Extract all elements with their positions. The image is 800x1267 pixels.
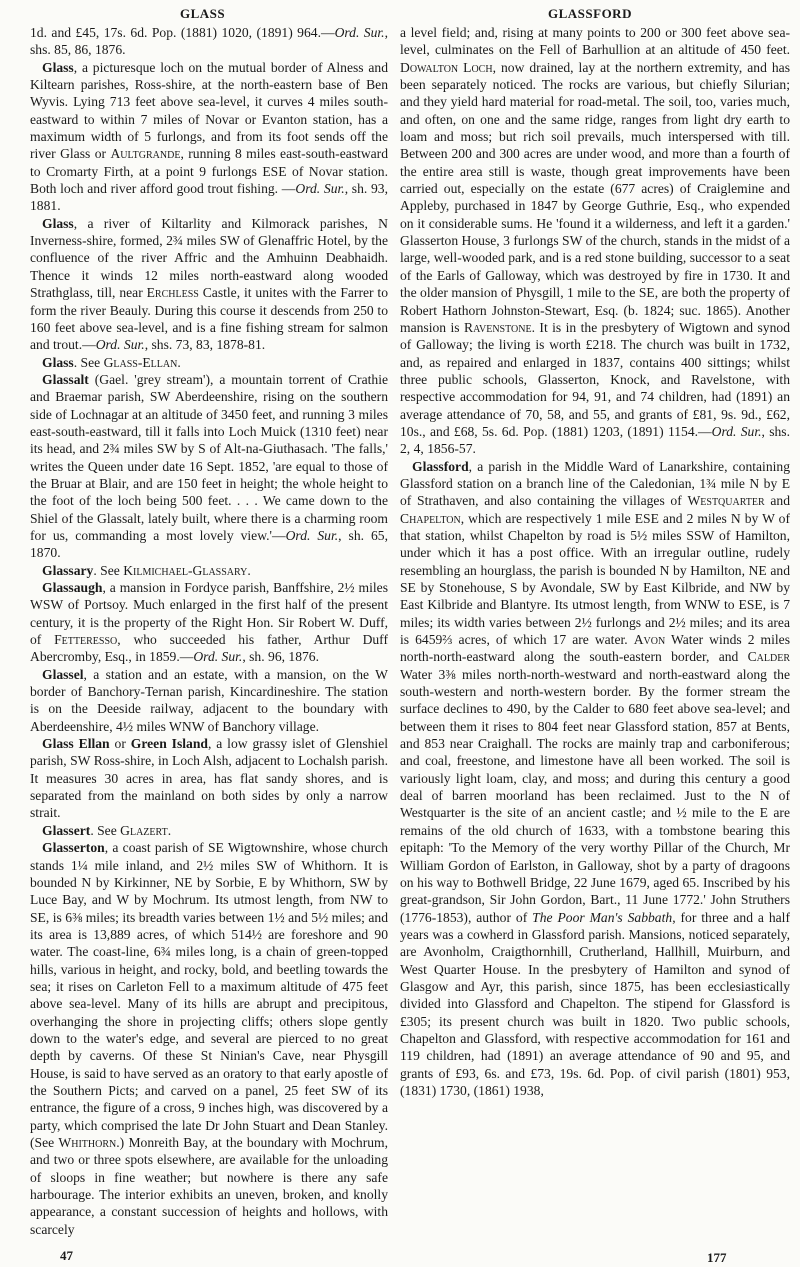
small-caps-reference: Whithorn bbox=[58, 1135, 117, 1150]
gazetteer-entry bbox=[400, 24, 790, 458]
gazetteer-entry bbox=[30, 666, 388, 735]
gazetteer-entry bbox=[400, 458, 790, 1100]
entry-text: , a parish in the Middle Ward of Lanarkshire, containing Glassford station on a branch line of the Caledonian, 1¾ mile N by E of Strathaven, and also containing the villages of bbox=[400, 458, 790, 509]
running-header-right: GLASSFORD bbox=[548, 6, 632, 21]
gazetteer-entry bbox=[30, 579, 388, 666]
left-column bbox=[30, 24, 388, 1246]
entry-text: , a coast parish of SE Wigtownshire, whose church stands 1¼ mile inland, and 2½ miles SW of Whithorn. It is bounded N by Kirkinner, NE by Sorbie, E by Whithorn, SW by Luce Bay, and W by Mochrum. Its utmost length, from NW to SE, is 6⅜ miles; its breadth varies between 1½ and 5½ miles; and its area is 13,889 acres, of which 514½ are foreshore and 90 water. The coast-line, 6¾ miles long, is a chain of green-topped hills, various in height, and rocky, bold, and beetling towards the sea; it rises on Carleton Fell to a maximum altitude of 475 feet above sea-level. Many of its hills are abrupt and precipitous, overhanging the shore in projecting cliffs; others slope gently down to the water's edge, and several are pierced to no great depth by caverns. Of these St Ninian's Cave, near Physgill House, is said to have served as an oratory to that early apostle of the Southern Picts; and carved on a panel, 25 feet SW of its entrance, the figure of a cross, 9 inches high, was discovered by a party, which comprised the late Dr John Stuart and Dean Stanley. (See bbox=[30, 840, 388, 1150]
entry-text: , a mansion in Fordyce parish, Banffshire, 2½ miles WSW of Portsoy. Much enlarged in the first half of the present century, it is the property of the Right Hon. Sir Robert W. Duff, of bbox=[30, 580, 388, 648]
entry-headword: Glassel bbox=[42, 666, 84, 682]
small-caps-reference: Calder bbox=[747, 649, 790, 665]
italic-text: Ord. Sur. bbox=[193, 649, 243, 665]
entry-headword: Glass bbox=[42, 215, 74, 231]
right-column bbox=[400, 24, 790, 1260]
entry-text: . See bbox=[73, 354, 104, 370]
entry-text: , a river of Kiltarlity and Kilmorack parishes, N Inverness-shire, formed, 2¾ miles SW of Glenaffric Hotel, by the confluence of the river Affric and the Amhuinn Deabhaidh. Thence it winds 12 miles north-eastward along wooded Strathglass, till, near bbox=[30, 215, 388, 301]
entry-text: .) Monreith Bay, at the boundary with Mochrum, and two or three spots elsewhere, are available for the unloading of sloops in fine weather; but nowhere is there any safe harbourage. The interior exhibits an uneven, broken, and knolly appearance, a constant succession of heights and hollows, with scarcely bbox=[30, 1135, 388, 1237]
italic-text: Ord. Sur. bbox=[95, 337, 145, 353]
bold-alt-name: Green Island bbox=[130, 736, 208, 752]
entry-text: , a station and an estate, with a mansion, on the W border of Banchory-Ternan parish, Kincardineshire. The station is on the Deeside railway, adjacent to the boundary with Aberdeenshire, 4½ miles WNW of Banchory village. bbox=[30, 666, 388, 734]
small-caps-reference: Westquarter bbox=[687, 493, 765, 509]
gazetteer-entry bbox=[30, 215, 388, 354]
entry-headword: Glass Ellan bbox=[42, 736, 110, 752]
entry-text: , who succeeded his father, Arthur Duff Abercromby, Esq., in 1859.— bbox=[30, 632, 388, 665]
small-caps-reference: Dowalton Loch bbox=[400, 59, 493, 75]
gazetteer-entry bbox=[30, 24, 388, 59]
entry-text: , which are respectively 1 mile ESE and 2 miles N by W of that station, whilst Chapelton by road is 5½ miles SSW of Hamilton, under which it has a post office. With an irregular outline, rudely resembling an hourglass, the parish is bounded N by Hamilton, NE and SE by Stonehouse, S by Avondale, SW by East Kilbride, and NW by East Kilbride and Blantyre. Its utmost length, from WNW to ESE, is 7 miles; its width varies between 2½ furlongs and 2½ miles; and its area is 6459⅔ acres, of which 17 are water. bbox=[400, 510, 790, 648]
italic-text: Ord. Sur. bbox=[285, 527, 339, 543]
entry-text: . See bbox=[90, 822, 121, 838]
entry-text: , sh. 93, 1881. bbox=[30, 181, 388, 214]
gazetteer-entry bbox=[30, 59, 388, 215]
entry-text: , shs. 2, 4, 1856-57. bbox=[400, 423, 790, 457]
entry-text: or bbox=[109, 736, 131, 752]
entry-headword: Glass bbox=[42, 354, 74, 370]
small-caps-reference: Glass-Ellan bbox=[103, 354, 178, 370]
gazetteer-entry bbox=[30, 371, 388, 562]
italic-text: The Poor Man's Sabbath bbox=[532, 909, 673, 925]
entry-text: a level field; and, rising at many points to 200 or 300 feet above sea-level, culminates on the Fell of Barhullion at an altitude of 450 feet. bbox=[400, 25, 790, 58]
gazetteer-entry bbox=[30, 354, 388, 371]
entry-text: , a low grassy islet of Glenshiel parish, SW Ross-shire, in Loch Alsh, adjacent to Lochalsh parish. It measures 30 acres in area, has flat sandy shores, and is separated from the mainland on both sides by only a narrow strait. bbox=[30, 736, 388, 821]
entry-text: , sh. 65, 1870. bbox=[30, 527, 388, 561]
small-caps-reference: Chapelton bbox=[400, 510, 461, 526]
entry-text: Water winds 2 miles north-north-eastward along the south-eastern border, and bbox=[400, 632, 790, 665]
small-caps-reference: Aultgrande bbox=[110, 146, 181, 162]
gazetteer-entry bbox=[30, 735, 388, 822]
italic-text: Ord. Sur. bbox=[295, 181, 345, 197]
entry-text: . bbox=[247, 562, 251, 578]
gazetteer-entry bbox=[30, 562, 388, 579]
entry-text: (Gael. 'grey stream'), a mountain torrent of Crathie and Braemar parish, SW Aberdeenshire, rising on the southern side of Lochnagar at an altitude of 3450 feet, and running 3 miles east-south-eastward, till it falls into Loch Muick (1310 feet) near its head, and 2¾ miles SW by S of Alt-na-Giuthasach. 'The falls,' writes the Queen under date 16 Sept. 1852, 'are equal to those of the Bruar at Blair, and are 150 feet in height; the whole height to the foot of the loch being 500 feet. . . . We came down to the Shiel of the Glassalt, lately built, where there is a charming room for us, commanding a most lovely view.'— bbox=[30, 371, 388, 543]
page-number-left: 47 bbox=[60, 1248, 73, 1263]
entry-text: , for three and a half years was a cowherd in Glassford parish. Mansions, noticed separately, are Avonholm, Craigthornhill, Crutherland, Hallhill, Muirburn, and West Quarter House. In the presbytery of Hamilton and synod of Glasgow and Ayr, this parish, since 1875, has been ecclesiastically divided into Glassford and Chapelton. The stipend for Glassford is £305; its present church was built in 1820. Two public schools, Chapelton and Glassford, with respective accommodation for 161 and 119 children, had (1891) an average attendance of 90 and 95, and grants of £93, 6s. and £73, 19s. 6d. Pop. of civil parish (1801) 953, (1831) 1730, (1861) 1938, bbox=[400, 909, 790, 1098]
entry-text: , now drained, lay at the northern extremity, and has been separately noticed. The rocks are various, but chiefly Silurian; and they yield hard material for road-metal. The soil, too, varies much, and often, on one and the same ridge, ranges from light dry earth to loam and moss; but rich soil prevails, much interspersed with till. Between 200 and 300 acres are under wood, and more than a fourth of the entire area still is waste, though great improvements have been carried out, especially on the estate (677 acres) of Craiglemine and Appleby, purchased in 1847 by George Guthrie, Esq., who expended on it considerable sums. He 'found it a wilderness, and left it a garden.' Glasserton House, 3 furlongs SW of the church, stands in the midst of a large, well-wooded park, and is a red stone building, successor to a seat of the Earls of Galloway, which was destroyed by fire in 1730. It and the older mansion of Physgill, 1 mile to the SE, are both the property of Robert Hathorn Johnston-Stewart, Esq. (b. 1824; suc. 1865). Another mansion is bbox=[400, 59, 790, 335]
italic-text: Ord. Sur. bbox=[711, 423, 762, 439]
entry-headword: Glasserton bbox=[42, 840, 105, 856]
entry-text: . bbox=[177, 354, 181, 370]
page-number-right: 177 bbox=[707, 1250, 727, 1265]
entry-text: , shs. 85, 86, 1876. bbox=[30, 25, 388, 58]
entry-text: , a picturesque loch on the mutual border of Alness and Kiltearn parishes, Ross-shire, at the north-eastern base of Ben Wyvis. Lying 713 feet above sea-level, it curves 4 miles south-eastward to within 7 miles of Novar or Evanton station, has a maximum width of 5 furlongs, and from its foot sends off the river Glass or bbox=[30, 59, 388, 162]
entry-text: . bbox=[167, 822, 172, 838]
italic-text: Ord. Sur. bbox=[334, 25, 385, 40]
entry-headword: Glassert bbox=[42, 822, 91, 838]
running-header-left: GLASS bbox=[180, 6, 226, 21]
entry-text: . See bbox=[93, 562, 124, 578]
small-caps-reference: Avon bbox=[633, 632, 666, 648]
entry-headword: Glassary bbox=[42, 562, 94, 578]
entry-text: , shs. 73, 83, 1878-81. bbox=[144, 337, 266, 353]
entry-text: , sh. 96, 1876. bbox=[242, 649, 320, 665]
gazetteer-entry bbox=[30, 822, 388, 839]
entry-text: . It is in the presbytery of Wigtown and synod of Galloway; the living is worth £218. The church was built in 1732, and, as repaired and enlarged in 1837, contains 400 sittings; whilst three public schools, Glasserton, Knock, and Ravelstone, with respective accommodation for 94, 91, and 74 children, had (1891) an average attendance of 70, 58, and 55, and grants of £81, 9s. 9d., £62, 10s., and £68, 5s. 6d. Pop. (1881) 1203, (1891) 1154.— bbox=[400, 319, 790, 439]
entry-headword: Glassaugh bbox=[42, 580, 103, 595]
entry-text: and bbox=[764, 493, 790, 509]
gazetteer-entry bbox=[30, 839, 388, 1238]
entry-headword: Glass bbox=[42, 59, 74, 75]
small-caps-reference: Glazert bbox=[120, 822, 168, 838]
small-caps-reference: Erchless bbox=[146, 285, 199, 301]
entry-text: , running 8 miles east-south-eastward to Cromarty Firth, at a point 9 furlongs ESE of Novar station. Both loch and river afford good trout fishing. — bbox=[30, 146, 388, 197]
entry-headword: Glassalt bbox=[42, 371, 89, 387]
small-caps-reference: Ravenstone bbox=[464, 319, 532, 335]
entry-text: Water 3⅜ miles north-north-westward and north-eastward along the south-western and north-western border. By the former stream the surface declines to 490, by the Calder to 680 feet above sea-level; and between them it rises to 804 feet near Glassford station, 857 at Bents, and 853 near Craighall. The rocks are mainly trap and carboniferous; and coal, freestone, and limestone have all been worked. The soil is variously light loam, clay, and moss; and during this century a good deal of barren moorland has been reclaimed. Just to the N of Westquarter is the site of an ancient castle; and ½ mile to the E are remains of the old church of 1633, with a tombstone bearing this epitaph: 'To the Memory of the very worthy Pillar of the Church, Mr William Gordon of Earlston, in Galloway, shot by a party of dragoons on his way to Bothwell Bridge, 22 June 1679, aged 65. Inscribed by his great-grandson, Sir John Gordon, Bart., 11 June 1772.' John Struthers (1776-1853), author of bbox=[400, 666, 790, 925]
small-caps-reference: Kilmichael-Glassary bbox=[123, 562, 248, 578]
entry-headword: Glassford bbox=[412, 458, 469, 474]
entry-text: Castle, it unites with the Farrer to form the river Beauly. During this course it descends from 250 to 160 feet above sea-level, and is a fine fishing stream for salmon and trout.— bbox=[30, 285, 388, 353]
entry-text: 1d. and £45, 17s. 6d. Pop. (1881) 1020, (1891) 964.— bbox=[30, 25, 335, 40]
small-caps-reference: Fetteresso bbox=[54, 632, 118, 648]
